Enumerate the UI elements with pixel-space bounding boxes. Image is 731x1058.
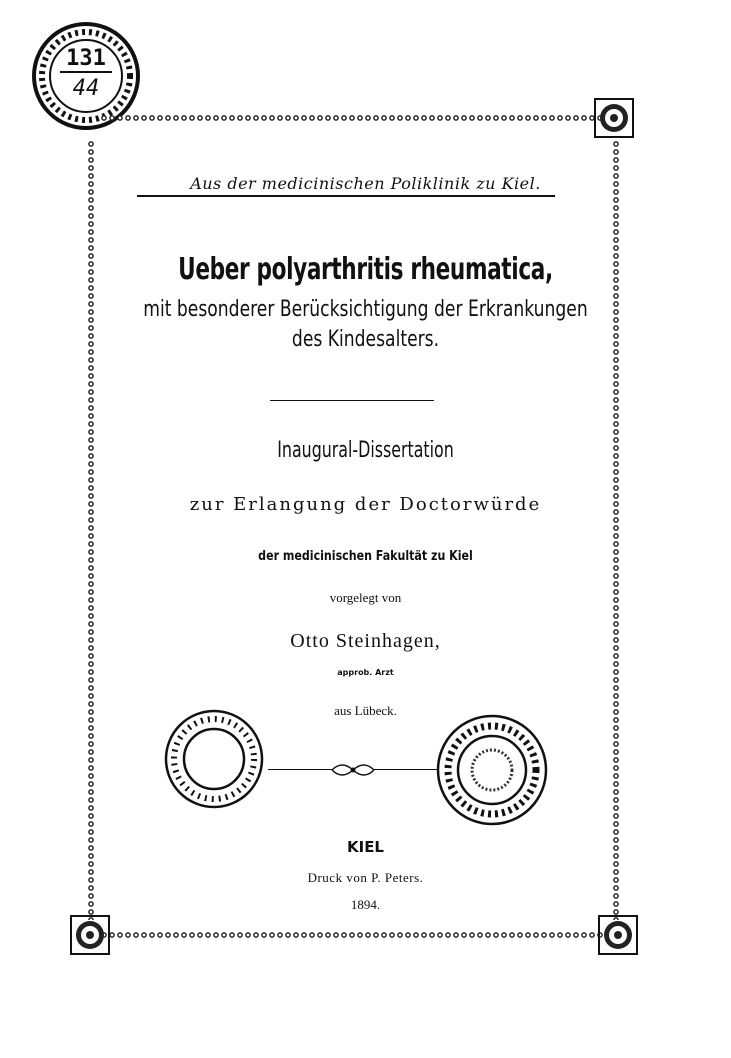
presented-by: vorgelegt von — [329, 590, 402, 605]
rosette-bottom-right-icon — [598, 915, 638, 955]
library-stamp-right-icon — [434, 712, 550, 828]
rosette-top-right-icon — [594, 98, 634, 138]
ornament-line-left — [268, 769, 332, 770]
imprint-year: 1894. — [350, 897, 381, 912]
dissertation-type: Inaugural-Dissertation — [277, 438, 454, 463]
title-divider — [270, 400, 434, 401]
imprint-printer: Druck von P. Peters. — [307, 870, 424, 885]
author-name: Otto Steinhagen, — [290, 630, 441, 652]
stamp-right — [434, 712, 550, 828]
shelfmark-number-bottom: 44 — [72, 76, 100, 101]
border-bottom — [100, 931, 610, 939]
ornament-rule — [268, 766, 436, 774]
imprint-city: KIEL — [346, 838, 384, 856]
author-origin: aus Lübeck. — [334, 703, 397, 718]
stamp-left — [160, 705, 268, 813]
institute-header: Aus der medicinischen Poliklinik zu Kiel. — [190, 174, 541, 193]
shelfmark-number-top: 131 — [60, 46, 112, 73]
faculty-line: der medicinischen Fakultät zu Kiel — [258, 549, 473, 564]
academy-stamp-left-icon — [160, 705, 268, 813]
author-title: approb. Arzt — [337, 668, 394, 677]
subtitle-line-2: mit besonderer Berücksichtigung der Erkrankungen — [143, 297, 588, 322]
page-title: Ueber polyarthritis rheumatica, — [178, 252, 553, 287]
border-left — [87, 140, 95, 920]
ornament-line-right — [374, 769, 438, 770]
rosette-bottom-left-icon — [70, 915, 110, 955]
border-top — [100, 114, 610, 122]
dissertation-purpose: zur Erlangung der Doctorwürde — [189, 494, 542, 515]
fleuron-icon — [330, 760, 376, 780]
header-rule — [137, 195, 555, 197]
subtitle-line-3: des Kindesalters. — [291, 327, 440, 352]
